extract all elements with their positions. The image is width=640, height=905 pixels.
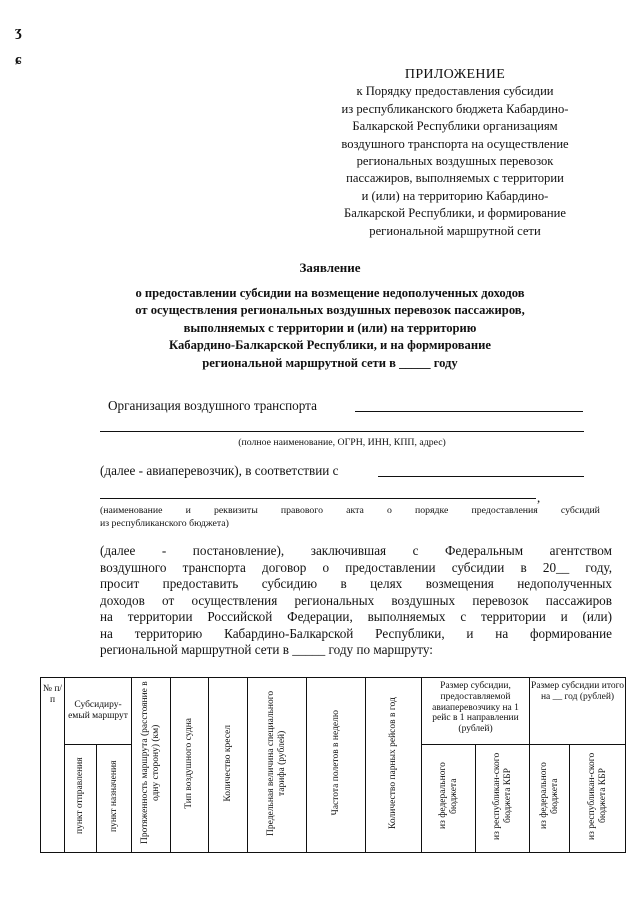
carrier-label: (далее - авиаперевозчик), в соответствии с bbox=[100, 463, 339, 478]
margin-mark-2: ɕ bbox=[15, 52, 22, 68]
appendix-line: региональной маршрутной сети bbox=[369, 223, 541, 238]
appendix-block bbox=[300, 66, 610, 240]
org-hint: (полное наименование, ОГРН, ИНН, КПП, адрес) bbox=[238, 437, 446, 448]
col-number-header: № п/п bbox=[41, 678, 65, 853]
col-aircraft-header: Тип воздушного судна bbox=[171, 678, 209, 853]
appendix-line: Балкарской Республики организациям bbox=[352, 119, 558, 134]
route-subsidy-table bbox=[40, 677, 626, 853]
appendix-line: воздушного транспорта на осуществление bbox=[341, 136, 569, 151]
comma: , bbox=[537, 490, 541, 505]
act-hint-word: реквизиты bbox=[213, 505, 258, 516]
col-seats-header: Количество кресел bbox=[209, 678, 248, 853]
act-hint-word: (наименование bbox=[100, 505, 163, 516]
col-federal-budget-header: из федерального бюджета bbox=[422, 744, 476, 852]
legal-act-field[interactable] bbox=[378, 476, 584, 477]
appendix-line: к Порядку предоставления субсидии bbox=[356, 84, 554, 99]
paragraph-line: доходов от осуществления региональных воздушных перевозок пассажиров bbox=[100, 592, 612, 608]
col-republic-budget-total-header: из республикан-ского бюджета КБР bbox=[570, 744, 626, 852]
appendix-line: пассажиров, выполняемых с территории bbox=[346, 171, 564, 186]
org-details-field[interactable] bbox=[100, 431, 584, 432]
act-hint-word: о bbox=[386, 505, 392, 516]
col-federal-budget-total-header: из федерального бюджета bbox=[530, 744, 570, 852]
appendix-heading: ПРИЛОЖЕНИЕ bbox=[404, 67, 506, 82]
act-hint-line2: из республиканского бюджета) bbox=[100, 518, 229, 529]
org-label: Организация воздушного транспорта bbox=[108, 398, 317, 413]
act-hint-word: акта bbox=[346, 505, 364, 516]
appendix-line: и (или) на территорию Кабардино- bbox=[361, 188, 549, 203]
application-paragraph bbox=[100, 543, 612, 659]
act-hint-word: субсидий bbox=[560, 505, 600, 516]
col-subsidy-one-header: Размер субсидии, предоставляемой авиаперевозчику на 1 рейс в 1 направлении (рублей) bbox=[422, 678, 530, 745]
appendix-line: региональных воздушных перевозок bbox=[356, 154, 554, 169]
col-route-header: Субсидиру-емый маршрут bbox=[65, 678, 132, 745]
act-hint-word: и bbox=[185, 505, 191, 516]
appendix-line: из республиканского бюджета Кабардино- bbox=[341, 101, 569, 116]
col-republic-budget-header: из республикан-ского бюджета КБР bbox=[476, 744, 530, 852]
col-arrival-header: пункт назначения bbox=[97, 744, 132, 852]
col-pairs-header: Количество парных рейсов в год bbox=[366, 678, 422, 853]
document-title bbox=[100, 285, 560, 372]
paragraph-line: на территорию Кабардино-Балкарской Республики, и на формирование bbox=[100, 625, 612, 641]
paragraph-line: региональной маршрутной сети в _____ году по маршруту: bbox=[100, 642, 433, 657]
col-tariff-header: Предельная величина специального тарифа (рублей) bbox=[248, 678, 307, 853]
appendix-line: Балкарской Республики, и формирование bbox=[344, 206, 566, 221]
act-hint-line bbox=[100, 505, 600, 516]
col-frequency-header: Частота полетов в неделю bbox=[307, 678, 366, 853]
paragraph-line: просит предоставить субсидию в целях возмещения недополученных bbox=[100, 576, 612, 591]
title-line: от осуществления региональных воздушных перевозок пассажиров, bbox=[135, 303, 525, 318]
paragraph-line: воздушного транспорта договор о предоставлении субсидии в 20__ году, bbox=[100, 559, 612, 575]
paragraph-line: (далее - постановление), заключившая с Федеральным агентством bbox=[100, 543, 612, 558]
title-line: выполняемых с территории и (или) на территорию bbox=[183, 320, 477, 335]
title-line: Кабардино-Балкарской Республики, и на формирование bbox=[169, 338, 491, 353]
document-title-word: Заявление bbox=[299, 260, 361, 275]
col-length-header: Протяженность маршрута (расстояние в одну сторону) (км) bbox=[132, 678, 171, 853]
act-hint-word: порядке bbox=[414, 505, 449, 516]
col-departure-header: пункт отправления bbox=[65, 744, 97, 852]
title-line: о предоставлении субсидии на возмещение недополученных доходов bbox=[135, 286, 525, 300]
legal-act-details-field[interactable] bbox=[100, 498, 536, 499]
col-subsidy-year-header: Размер субсидии итого на __ год (рублей) bbox=[530, 678, 626, 745]
act-hint-word: правового bbox=[280, 505, 323, 516]
act-hint-word: предоставления bbox=[471, 505, 538, 516]
org-name-field[interactable] bbox=[355, 411, 583, 412]
margin-mark-1: ʒ bbox=[15, 24, 22, 40]
title-line: региональной маршрутной сети в _____ году bbox=[202, 355, 458, 370]
paragraph-line: на территории Российской Федерации, выполняемых с территории и (или) bbox=[100, 609, 612, 624]
